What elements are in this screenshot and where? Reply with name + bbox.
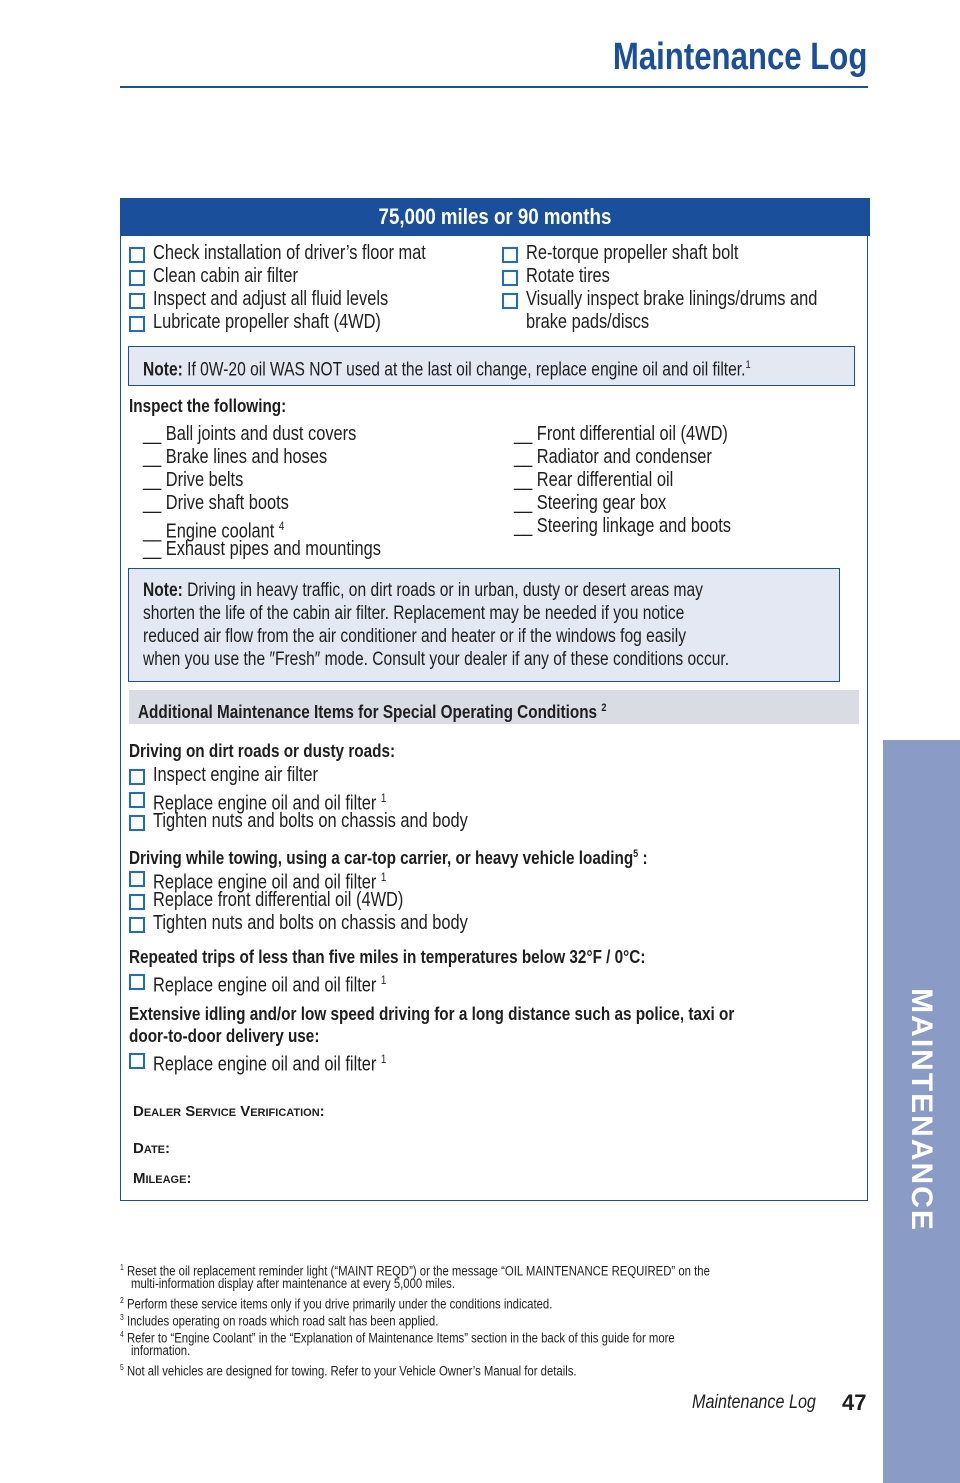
checkbox[interactable] <box>502 247 518 263</box>
inspect-item: __ Exhaust pipes and mountings <box>143 538 381 560</box>
page-title: Maintenance Log <box>612 36 867 78</box>
inspect-item: __ Drive shaft boots <box>143 492 289 514</box>
footnote: $^3$ Includes operating on roads which road salt has been applied. <box>120 1313 439 1329</box>
cabin-filter-note-line: reduced air flow from the air conditioner and heater or if the windows fog easily <box>143 626 686 647</box>
cabin-filter-note-line: shorten the life of the cabin air filter. Replacement may be needed if you notice <box>143 603 685 624</box>
condition-heading: Repeated trips of less than five miles in temperatures below 32°F / 0°C: <box>129 947 646 967</box>
checkbox[interactable] <box>502 293 518 309</box>
condition-heading: Driving on dirt roads or dusty roads: <box>129 741 396 761</box>
inspect-item: __ Front differential oil (4WD) <box>514 423 728 445</box>
footnote: information. <box>131 1343 191 1358</box>
footnote: multi-information display after maintenance at every 5,000 miles. <box>131 1276 455 1291</box>
inspect-item: __ Brake lines and hoses <box>143 446 328 468</box>
checkbox[interactable] <box>129 894 145 910</box>
condition-heading: Driving while towing, using a car-top carrier, or heavy vehicle loading$^5$ : <box>129 848 648 868</box>
footnote: $^2$ Perform these service items only if you drive primarily under the conditions indicated. <box>120 1296 553 1312</box>
checkbox[interactable] <box>129 270 145 286</box>
footer-section-label: Maintenance Log <box>692 1392 816 1413</box>
checkbox[interactable] <box>129 871 145 887</box>
inspect-item: __ Engine coolant $^4$ <box>143 519 285 543</box>
mileage-label: Mileage: <box>133 1170 192 1187</box>
footnote: $^1$ Reset the oil replacement reminder light (“MAINT REQD”) or the message “OIL MAINTENANCE REQUIRED” on the <box>120 1263 710 1279</box>
title-divider <box>120 86 868 88</box>
checkbox[interactable] <box>129 1053 145 1069</box>
footnote: $^4$ Refer to “Engine Coolant” in the “Explanation of Maintenance Items” section in the back of this guide for more <box>120 1330 675 1346</box>
page-number: 47 <box>842 1390 867 1415</box>
checkbox[interactable] <box>129 792 145 808</box>
inspect-item: __ Ball joints and dust covers <box>143 423 357 445</box>
inspect-item: __ Steering gear box <box>514 492 667 514</box>
date-label: Date: <box>133 1140 171 1157</box>
checkbox[interactable] <box>129 917 145 933</box>
checkbox[interactable] <box>502 270 518 286</box>
inspect-item: __ Steering linkage and boots <box>514 515 732 537</box>
additional-maintenance-heading: Additional Maintenance Items for Special Operating Conditions $^2$ <box>138 702 607 722</box>
condition-heading: Extensive idling and/or low speed driving for a long distance such as police, taxi or <box>129 1004 735 1024</box>
checkbox[interactable] <box>129 247 145 263</box>
condition-heading: door-to-door delivery use: <box>129 1026 320 1046</box>
inspect-heading: Inspect the following: <box>129 396 287 416</box>
checkbox[interactable] <box>129 815 145 831</box>
checkbox[interactable] <box>129 769 145 785</box>
checkbox[interactable] <box>129 293 145 309</box>
inspect-item: __ Drive belts <box>143 469 244 491</box>
checkbox[interactable] <box>129 974 145 990</box>
inspect-item: __ Radiator and condenser <box>514 446 712 468</box>
inspect-item: __ Rear differential oil <box>514 469 674 491</box>
checkbox[interactable] <box>129 316 145 332</box>
checklist-item-continuation: brake pads/discs <box>526 311 650 333</box>
interval-heading: 75,000 miles or 90 months <box>120 198 870 236</box>
cabin-filter-note-line: when you use the ″Fresh″ mode. Consult your dealer if any of these conditions occur. <box>143 649 730 670</box>
oil-note: Note: If 0W-20 oil WAS NOT used at the last oil change, replace engine oil and oil filter.$^1$ <box>143 359 751 381</box>
dealer-verification-label: Dealer Service Verification: <box>133 1103 325 1120</box>
side-tab-label: MAINTENANCE <box>905 988 938 1232</box>
section-side-tab <box>883 740 960 1483</box>
cabin-filter-note-line: Note: Driving in heavy traffic, on dirt roads or in urban, dusty or desert areas may <box>143 580 703 601</box>
footnote: $^5$ Not all vehicles are designed for towing. Refer to your Vehicle Owner’s Manual for details. <box>120 1363 577 1379</box>
